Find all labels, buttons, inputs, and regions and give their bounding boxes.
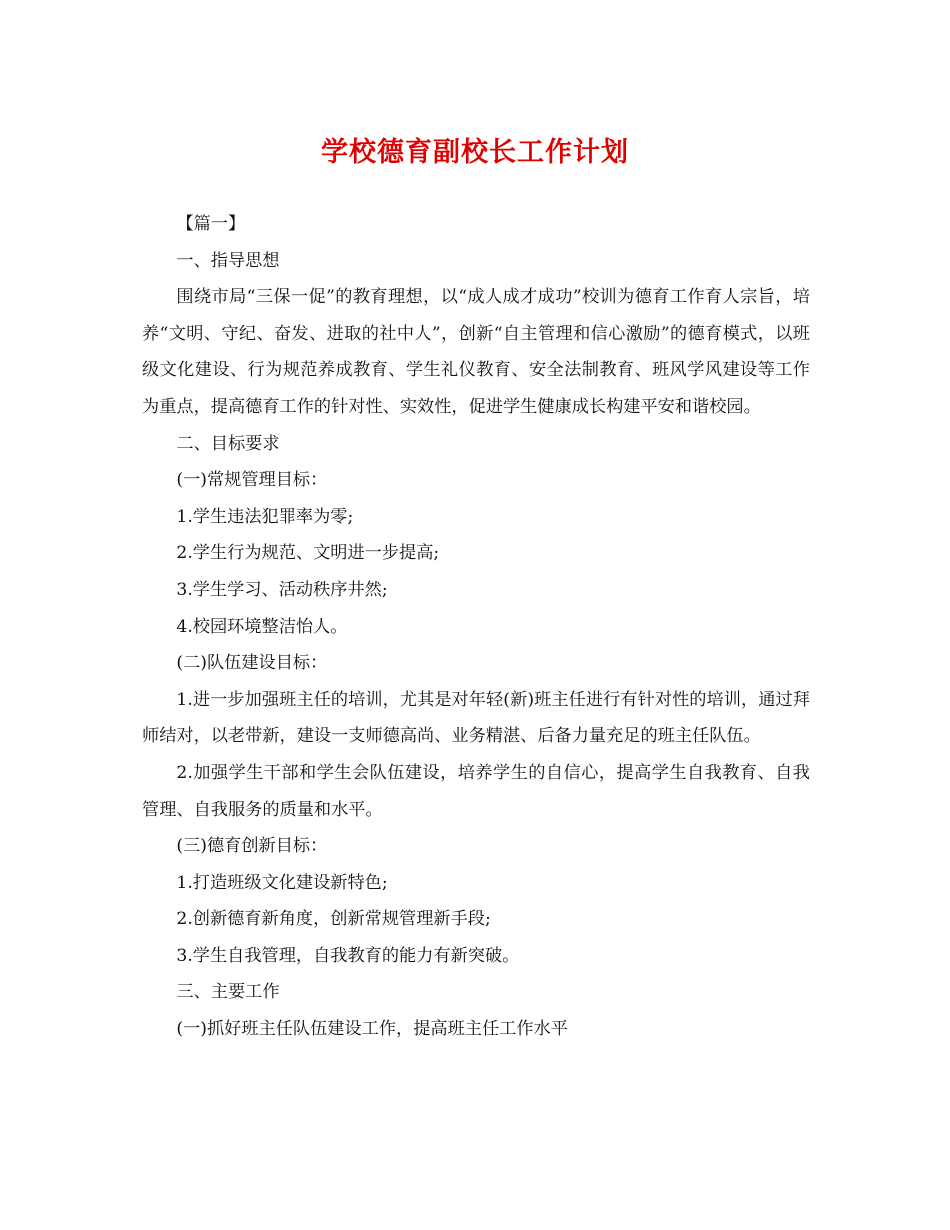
- paragraph-heading: 三、主要工作: [176, 982, 280, 1003]
- paragraph-subheading: (三)德育创新目标：: [176, 836, 328, 857]
- list-item: 3.学生学习、活动秩序井然;: [176, 579, 388, 600]
- list-item: 2.创新德育新角度，创新常规管理新手段;: [176, 909, 491, 930]
- list-item: 4.校园环境整洁怡人。: [176, 616, 348, 637]
- paragraph-subheading: (一)常规管理目标：: [176, 470, 328, 491]
- paragraph-heading: 一、指导思想: [176, 250, 280, 271]
- paragraph-section-label: 【篇一】: [176, 214, 246, 234]
- paragraph-subheading: (一)抓好班主任队伍建设工作，提高班主任工作水平: [176, 1019, 568, 1040]
- list-item: 3.学生自我管理，自我教育的能力有新突破。: [176, 945, 520, 966]
- list-item: 1.进一步加强班主任的培训，尤其是对年轻(新)班主任进行有针对性的培训，通过拜师结对，以老带新，建设一支师德高尚、业务精湛、后备力量充足的班主任队伍。: [142, 689, 810, 747]
- paragraph-subheading: (二)队伍建设目标：: [176, 653, 328, 674]
- list-item: 1.打造班级文化建设新特色;: [176, 872, 388, 893]
- document-body: [142, 206, 810, 1048]
- list-item: 2.加强学生干部和学生会队伍建设，培养学生的自信心，提高学生自我教育、自我管理、自我服务的质量和水平。: [142, 762, 810, 820]
- paragraph: 围绕市局“三保一促”的教育理想，以“成人成才成功”校训为德育工作育人宗旨，培养“文明、守纪、奋发、进取的社中人”，创新“自主管理和信心激励”的德育模式，以班级文化建设、行为规范养成教育、学生礼仪教育、安全法制教育、班风学风建设等工作为重点，提高德育工作的针对性、实效性，促进学生健康成长构建平安和谐校园。: [142, 287, 810, 417]
- list-item: 2.学生行为规范、文明进一步提高;: [176, 543, 440, 564]
- list-item: 1.学生违法犯罪率为零;: [176, 506, 354, 527]
- document-title: 学校德育副校长工作计划: [321, 137, 629, 168]
- paragraph-heading: 二、目标要求: [176, 433, 280, 454]
